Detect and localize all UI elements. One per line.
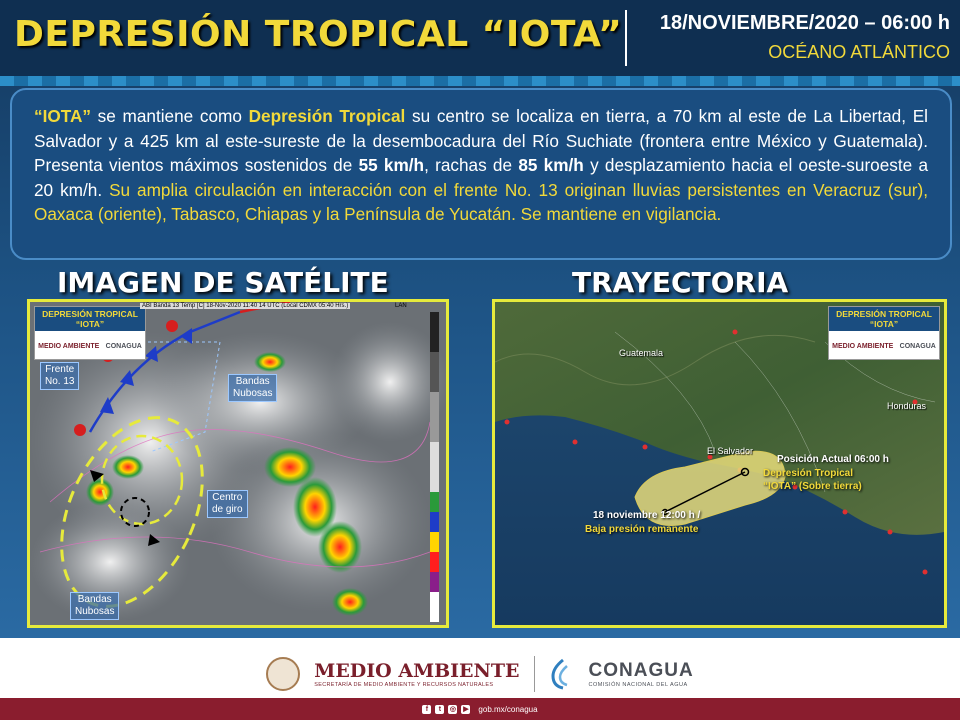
label-centro bbox=[207, 490, 248, 518]
info-text-1: se mantiene como bbox=[90, 106, 249, 126]
info-box bbox=[10, 88, 952, 260]
page-title: DEPRESIÓN TROPICAL “IOTA” bbox=[14, 14, 623, 55]
conagua-emblem-icon bbox=[549, 658, 575, 690]
storm-name: “IOTA” bbox=[34, 106, 91, 126]
satellite-image-panel bbox=[27, 299, 449, 628]
header bbox=[0, 0, 960, 76]
info-paragraph bbox=[34, 104, 928, 227]
legend-line1: DEPRESIÓN TROPICAL bbox=[836, 309, 932, 319]
youtube-icon[interactable]: ▶ bbox=[463, 705, 469, 713]
label-frente bbox=[40, 362, 79, 390]
legend-cg-logo: CONAGUA bbox=[105, 342, 142, 350]
instagram-icon[interactable]: ◎ bbox=[449, 705, 456, 713]
conagua-logo bbox=[589, 660, 694, 688]
logo-divider bbox=[534, 656, 535, 692]
info-text-2: su centro se localiza en tierra, a 70 km al este de La Libertad, El Salvador y a 425 km al este-sureste de la desembocadura del Río Suchiate (frontera entre México y Guatemala). Presenta vientos máximos sostenidos de bbox=[34, 106, 928, 176]
twitter-icon[interactable]: t bbox=[435, 705, 444, 714]
map-label-guatemala: Guatemala bbox=[619, 348, 664, 358]
medio-ambiente-logo bbox=[314, 660, 519, 688]
storm-location-label: “IOTA” (Sobre tierra) bbox=[763, 481, 862, 492]
conagua-name: CONAGUA bbox=[588, 660, 694, 681]
legend-line1: DEPRESIÓN TROPICAL bbox=[42, 309, 138, 319]
label-frente-line2: No. 13 bbox=[45, 376, 75, 387]
medio-ambiente-name: MEDIO AMBIENTE bbox=[314, 660, 520, 682]
impact-text: Su amplia circulación en interacción con el frente No. 13 originan lluvias persistentes en Veracruz (sur), Oaxaca (oriente), Tabasco, Chiapas y la Península de Yucatán. Se mantiene en vigilancia. bbox=[34, 179, 928, 225]
legend-line2: “IOTA” bbox=[75, 319, 105, 329]
ocean-label: OCÉANO ATLÁNTICO bbox=[768, 42, 950, 62]
footer-logos bbox=[0, 652, 960, 696]
info-text-3: , rachas de bbox=[424, 155, 519, 176]
satellite-section-title: IMAGEN DE SATÉLITE bbox=[57, 266, 389, 299]
max-wind: 55 km/h bbox=[358, 155, 425, 176]
medio-ambiente-subtitle: SECRETARÍA DE MEDIO AMBIENTE Y RECURSOS NATURALES bbox=[314, 682, 494, 688]
satellite-legend-box bbox=[34, 306, 146, 360]
legend-line2: “IOTA” bbox=[869, 319, 899, 329]
trajectory-map-panel bbox=[492, 299, 947, 628]
bulletin-date: 18/NOVIEMBRE/2020 – 06:00 h bbox=[659, 12, 950, 34]
footer-bar bbox=[0, 698, 960, 720]
label-bandas-bottom bbox=[70, 592, 119, 620]
legend-title bbox=[35, 307, 145, 331]
storm-category: Depresión Tropical bbox=[248, 106, 406, 126]
footer-url[interactable]: gob.mx/conagua bbox=[478, 704, 538, 714]
label-bandas-top bbox=[228, 374, 277, 402]
storm-status-label: Depresión Tropical bbox=[763, 468, 854, 479]
legend-logos bbox=[35, 331, 145, 361]
trajectory-section-title: TRAYECTORIA bbox=[572, 266, 789, 299]
satellite-caption: ABI Banda 13 Temp [C] 18-Nov-2020 11:40 14 UTC (Local CDMX 05:40 Hrs.) bbox=[142, 303, 349, 309]
forecast-time-label: 18 noviembre 12:00 h / bbox=[593, 510, 701, 521]
map-label-el-salvador: El Salvador bbox=[707, 446, 754, 456]
current-position-label: Posición Actual 06:00 h bbox=[777, 454, 889, 465]
label-bandas-bottom-line2: Nubosas bbox=[75, 606, 115, 617]
label-bandas-top-line1: Bandas bbox=[235, 376, 270, 387]
legend-title bbox=[829, 307, 939, 331]
trajectory-legend-box bbox=[828, 306, 940, 360]
medio-ambiente-emblem-icon bbox=[266, 657, 300, 691]
header-stripe bbox=[0, 76, 960, 86]
legend-ma-logo: MEDIO AMBIENTE bbox=[38, 342, 100, 350]
gusts: 85 km/h bbox=[518, 155, 584, 176]
legend-ma-logo: MEDIO AMBIENTE bbox=[832, 342, 894, 350]
legend-logos bbox=[829, 331, 939, 361]
info-text-4: y desplazamiento hacia el oeste-suroeste a 20 km/h. bbox=[34, 155, 929, 200]
satellite-lan-tag: LAN bbox=[395, 303, 407, 309]
label-frente-line1: Frente bbox=[45, 364, 75, 375]
map-label-honduras: Honduras bbox=[887, 401, 927, 411]
label-bandas-top-line2: Nubosas bbox=[233, 388, 273, 399]
conagua-subtitle: COMISIÓN NACIONAL DEL AGUA bbox=[588, 682, 688, 688]
forecast-status-label: Baja presión remanente bbox=[585, 524, 699, 535]
facebook-icon[interactable]: f bbox=[422, 705, 431, 714]
label-bandas-bottom-line1: Bandas bbox=[77, 594, 112, 605]
label-centro-line1: Centro bbox=[212, 492, 243, 503]
header-divider bbox=[625, 10, 627, 66]
legend-cg-logo: CONAGUA bbox=[899, 342, 936, 350]
label-centro-line2: de giro bbox=[212, 504, 243, 515]
